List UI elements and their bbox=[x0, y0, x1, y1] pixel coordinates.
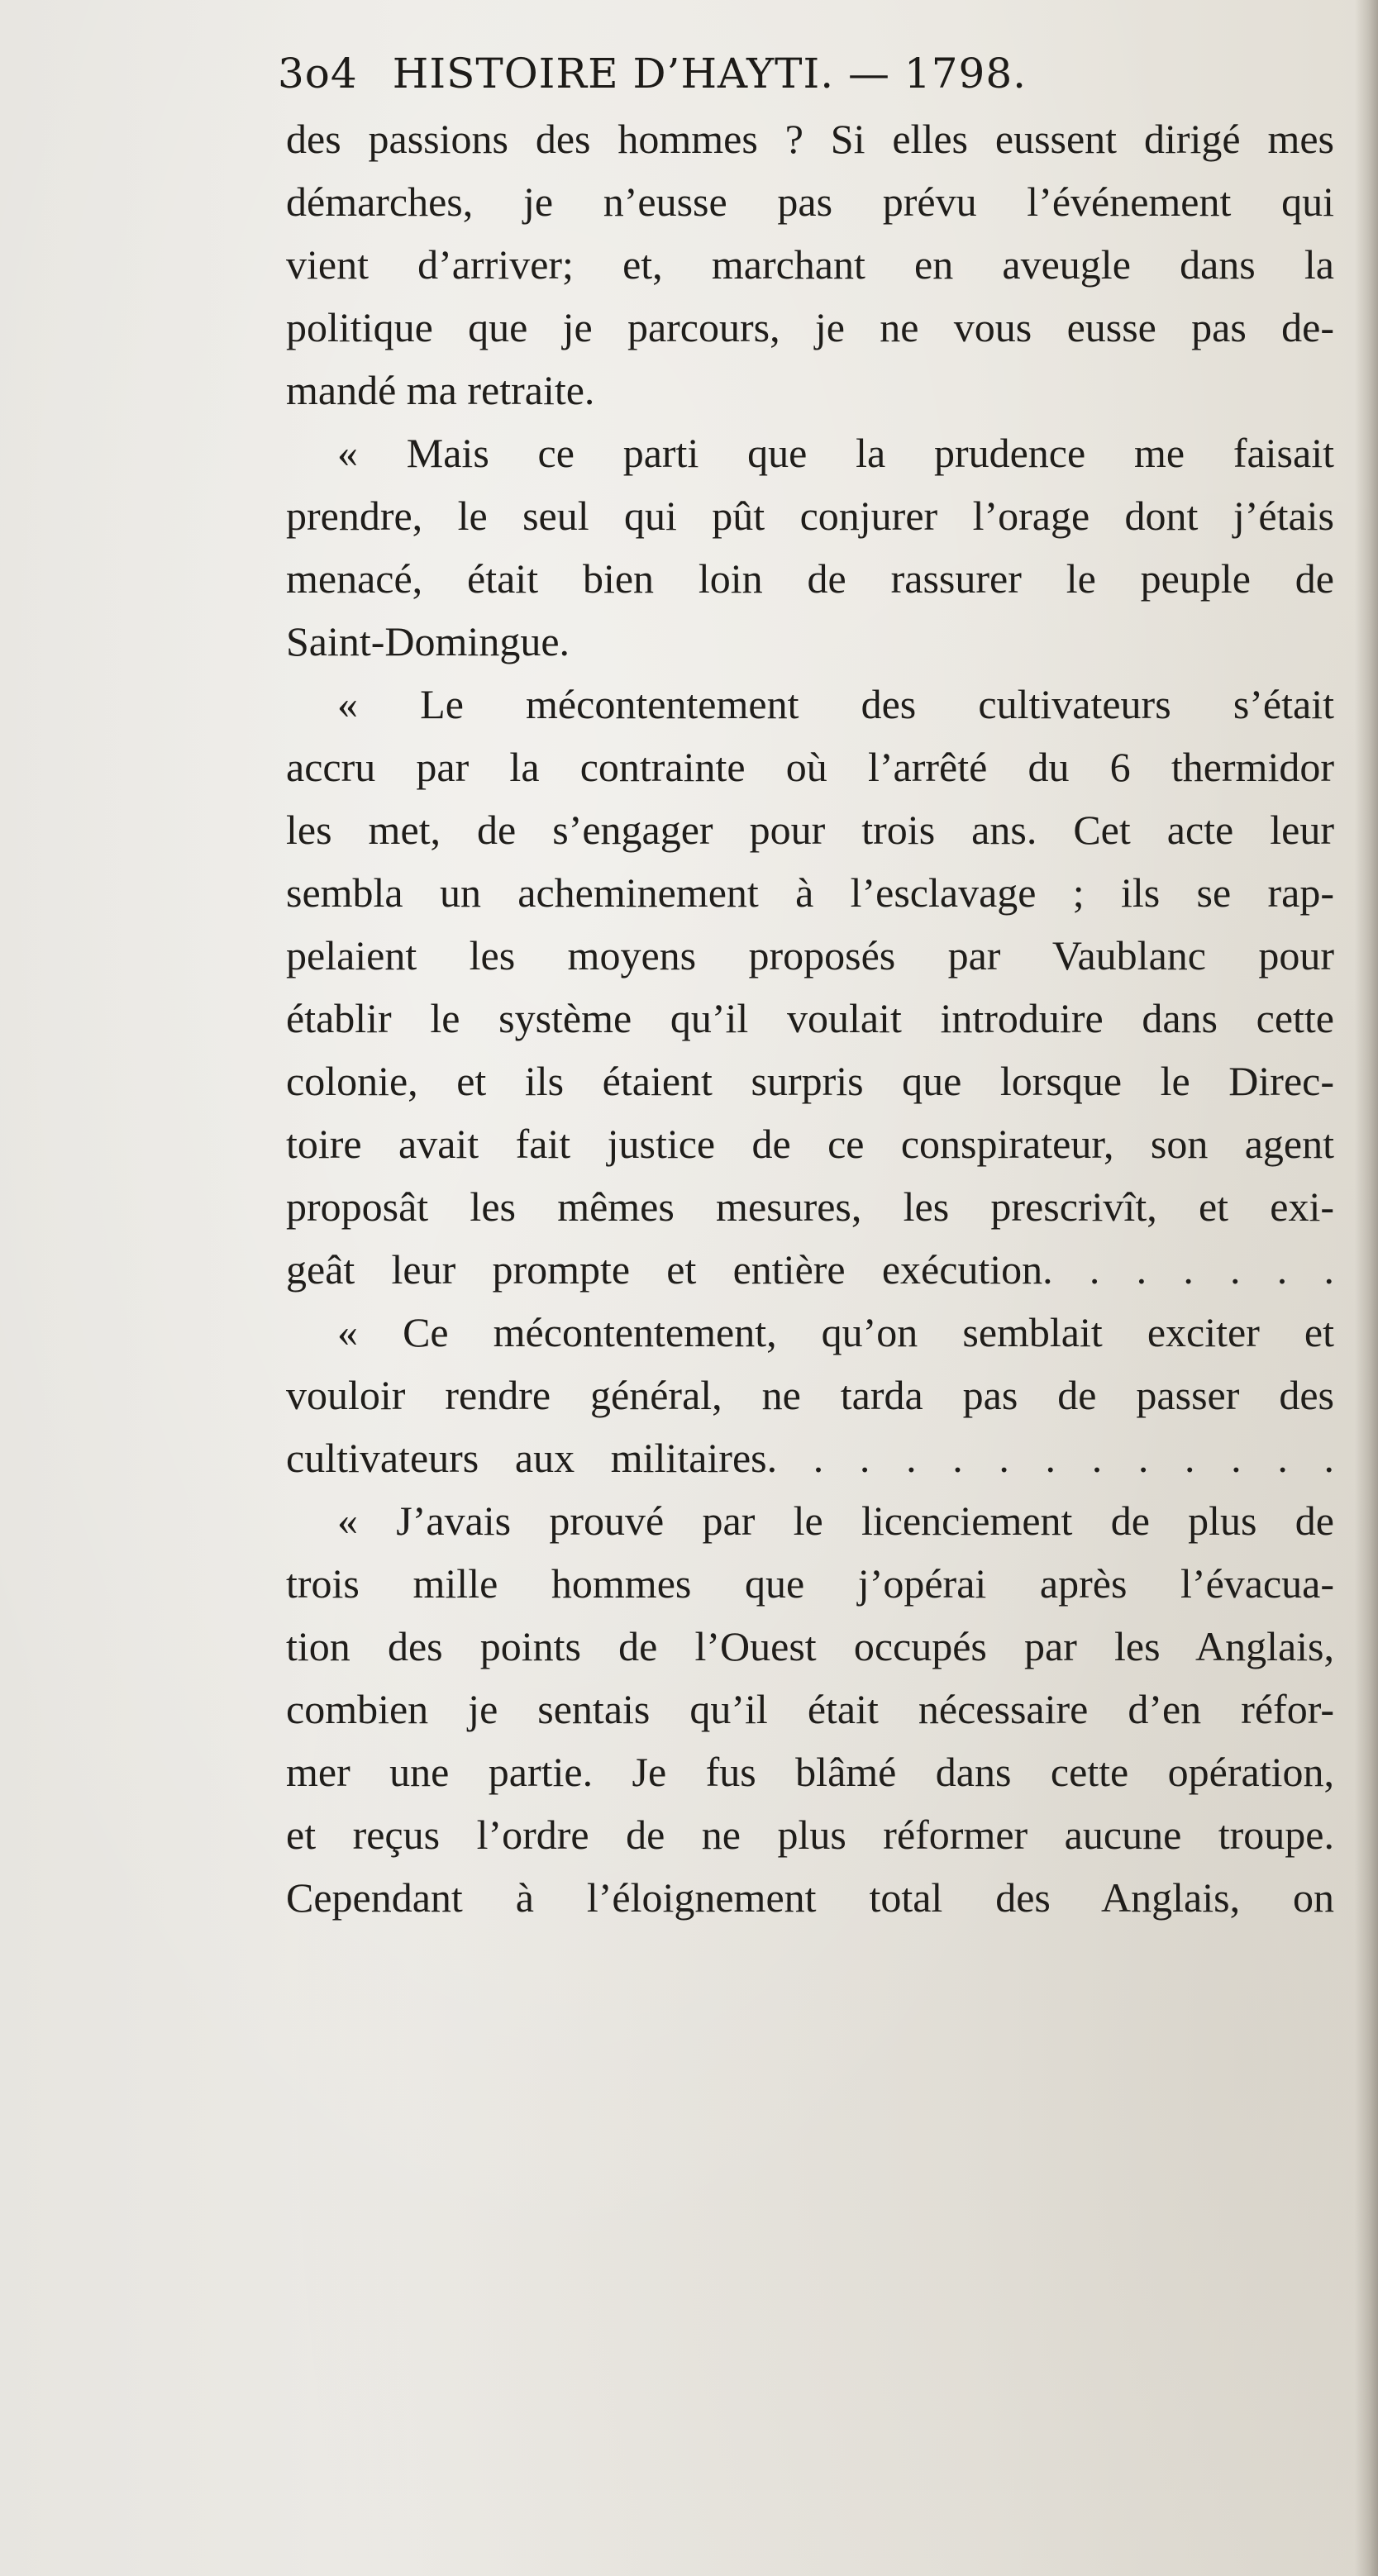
text-line: établir le système qu’il voulait introduire dans cette bbox=[286, 995, 1334, 1041]
text-line: pelaient les moyens proposés par Vaublanc pour bbox=[286, 932, 1334, 978]
text-line: « Mais ce parti que la prudence me faisait bbox=[337, 430, 1334, 476]
text-line: mandé ma retraite. bbox=[286, 367, 595, 413]
text-line: prendre, le seul qui pût conjurer l’orage dont j’étais bbox=[286, 493, 1334, 539]
text-line: « J’avais prouvé par le licenciement de plus de bbox=[337, 1498, 1334, 1544]
text-line: toire avait fait justice de ce conspirateur, son agent bbox=[286, 1121, 1334, 1167]
text-line: les met, de s’engager pour trois ans. Cet acte leur bbox=[286, 807, 1334, 853]
paragraph bbox=[286, 673, 1334, 1301]
text-line: des passions des hommes ? Si elles eussent dirigé mes bbox=[286, 116, 1334, 162]
text-line: cultivateurs aux militaires. . . . . . . . . . . . . bbox=[286, 1435, 1334, 1481]
text-line: démarches, je n’eusse pas prévu l’événement qui bbox=[286, 179, 1334, 225]
running-head bbox=[278, 36, 1303, 111]
text-line: accru par la contrainte où l’arrêté du 6 thermidor bbox=[286, 744, 1334, 790]
text-line: sembla un acheminement à l’esclavage ; ils se rap- bbox=[286, 869, 1334, 916]
text-line: combien je sentais qu’il était nécessaire d’en réfor- bbox=[286, 1686, 1334, 1732]
paragraph bbox=[286, 1301, 1334, 1489]
text-line: politique que je parcours, je ne vous eusse pas de- bbox=[286, 304, 1334, 350]
text-line: mer une partie. Je fus blâmé dans cette opération, bbox=[286, 1749, 1334, 1795]
body-text bbox=[286, 107, 1334, 1929]
text-line: colonie, et ils étaient surpris que lorsque le Direc- bbox=[286, 1058, 1334, 1104]
page-number: 3o4 bbox=[278, 50, 358, 98]
text-line: et reçus l’ordre de ne plus réformer aucune troupe. bbox=[286, 1812, 1334, 1858]
paragraph bbox=[286, 107, 1334, 421]
text-line: « Le mécontentement des cultivateurs s’était bbox=[337, 681, 1334, 727]
text-line: vouloir rendre général, ne tarda pas de passer des bbox=[286, 1372, 1334, 1418]
text-line: « Ce mécontentement, qu’on semblait exciter et bbox=[337, 1309, 1334, 1355]
text-line: vient d’arriver; et, marchant en aveugle dans la bbox=[286, 241, 1334, 288]
text-line: Cependant à l’éloignement total des Anglais, on bbox=[286, 1874, 1334, 1921]
paragraph bbox=[286, 421, 1334, 673]
text-line: tion des points de l’Ouest occupés par les Anglais, bbox=[286, 1623, 1334, 1669]
text-line: menacé, était bien loin de rassurer le peuple de bbox=[286, 555, 1334, 602]
paragraph bbox=[286, 1489, 1334, 1929]
text-line: geât leur prompte et entière exécution. . . . . . . bbox=[286, 1246, 1334, 1293]
text-line: proposât les mêmes mesures, les prescrivît, et exi- bbox=[286, 1183, 1334, 1230]
running-title: HISTOIRE D’HAYTI. — 1798. bbox=[392, 50, 1028, 98]
text-line: Saint-Domingue. bbox=[286, 618, 570, 664]
text-line: trois mille hommes que j’opérai après l’évacua- bbox=[286, 1560, 1334, 1607]
